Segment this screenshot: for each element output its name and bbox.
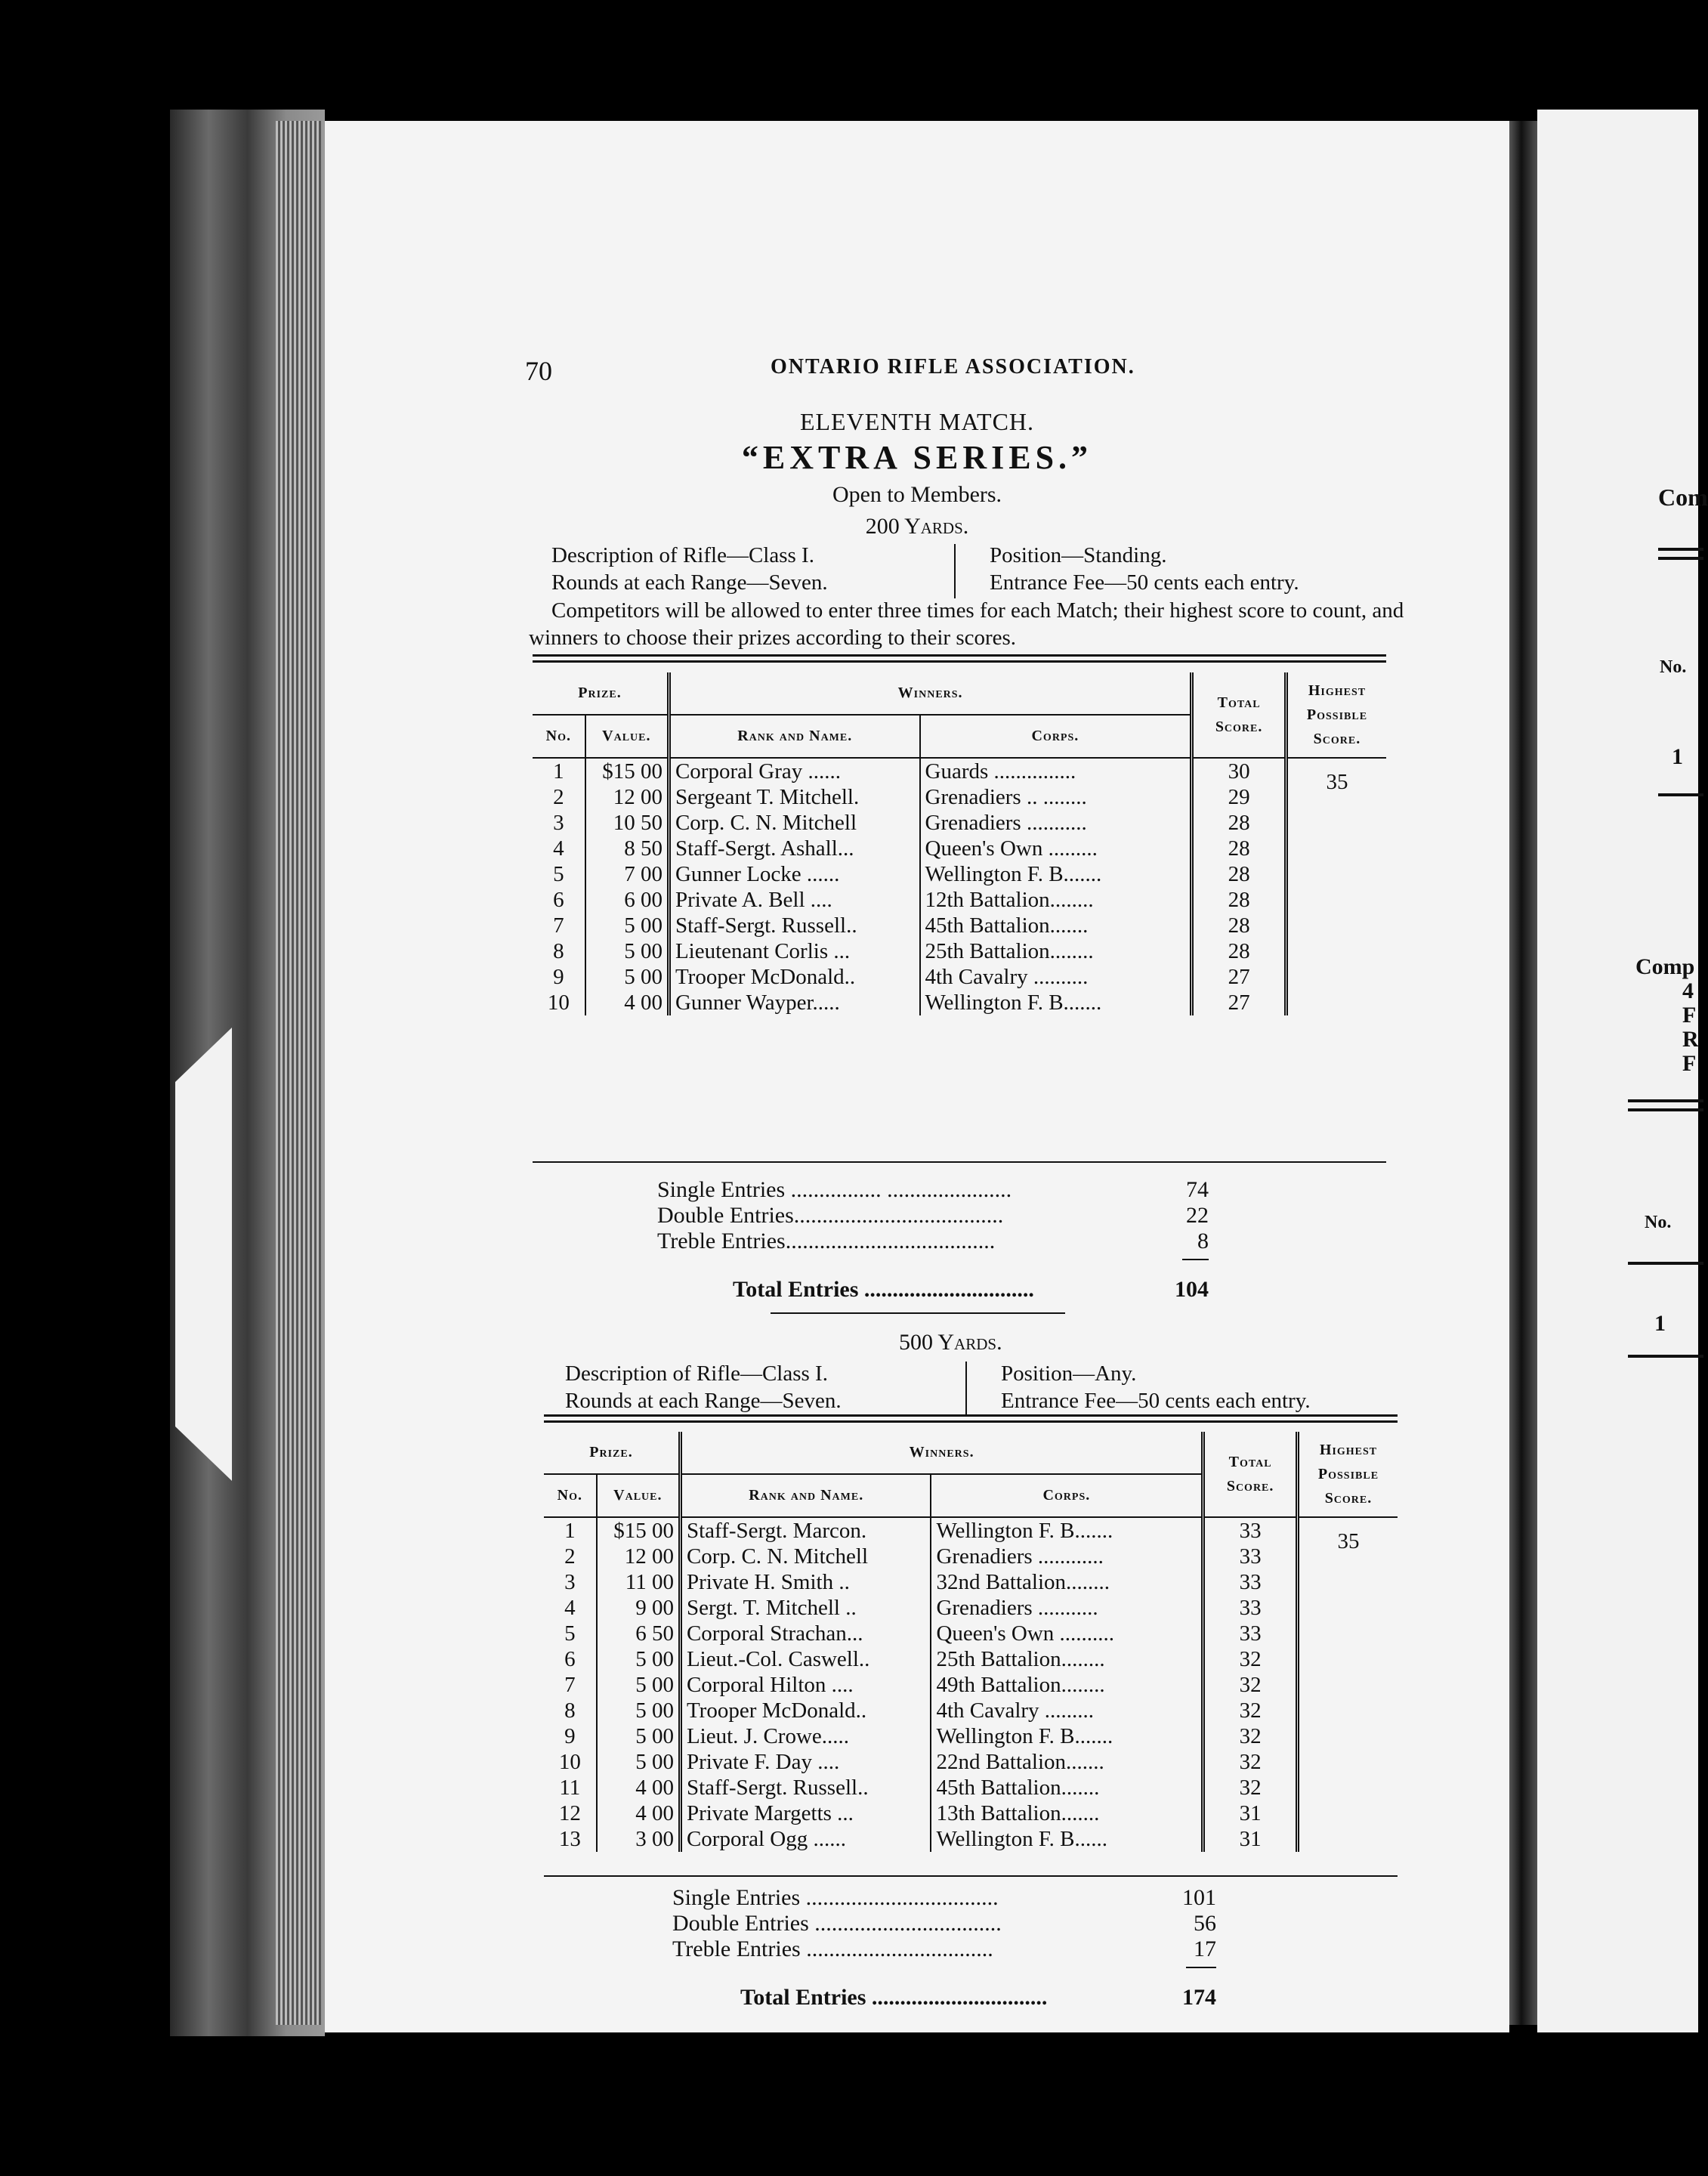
prize-number: 8 — [564, 1698, 576, 1723]
prize-value: 12 00 — [585, 784, 669, 810]
table-row — [544, 1672, 1398, 1698]
prize-number: 5 — [564, 1621, 576, 1646]
prize-number: 4 — [553, 836, 564, 861]
table-top-rule — [544, 1414, 1398, 1417]
highest-possible-score: 35 — [1297, 1517, 1398, 1852]
winner-name: Private H. Smith .. — [680, 1569, 931, 1595]
table-bottom-rule — [533, 1161, 1386, 1163]
prize-number: 9 — [564, 1724, 576, 1748]
prize-number: 6 — [553, 888, 564, 912]
winner-name: Corporal Gray ...... — [669, 758, 919, 784]
winner-name: Private Margetts ... — [680, 1800, 931, 1826]
single-entries-label: Single Entries ................ ...................... — [657, 1177, 1012, 1202]
winner-corps: Queen's Own .......... — [931, 1621, 1203, 1646]
prize-number: 7 — [564, 1673, 576, 1697]
prize-value: 10 50 — [585, 810, 669, 836]
treble-entries-count: 8 — [1197, 1229, 1209, 1253]
winner-name: Lieut. J. Crowe..... — [680, 1723, 931, 1749]
winner-name: Private A. Bell .... — [669, 887, 919, 913]
table-row — [533, 990, 1386, 1015]
book-page — [325, 121, 1509, 2032]
winner-corps: Wellington F. B....... — [920, 990, 1192, 1015]
prize-number: 13 — [558, 1827, 581, 1851]
winner-name: Sergt. T. Mitchell .. — [680, 1595, 931, 1621]
prize-value: 8 50 — [585, 836, 669, 861]
winner-corps: 4th Cavalry .......... — [920, 964, 1192, 990]
prize-value: 6 00 — [585, 887, 669, 913]
table-row — [533, 887, 1386, 913]
facing-rule — [1658, 548, 1703, 551]
winner-corps: 25th Battalion........ — [931, 1646, 1203, 1672]
total-score: 32 — [1203, 1775, 1298, 1800]
facing-text: F — [1682, 1051, 1697, 1076]
prize-value: $15 00 — [585, 758, 669, 784]
winner-corps: Guards ............... — [920, 758, 1192, 784]
prize-value: 9 00 — [597, 1595, 681, 1621]
prize-number: 5 — [553, 862, 564, 886]
double-entries-count: 56 — [1194, 1911, 1216, 1936]
winner-corps: 45th Battalion....... — [931, 1775, 1203, 1800]
winner-corps: Wellington F. B....... — [920, 861, 1192, 887]
facing-text: 1 — [1654, 1311, 1666, 1336]
rifle-description — [565, 1360, 842, 1414]
facing-text: Comp — [1635, 954, 1695, 979]
table-row — [544, 1646, 1398, 1672]
table-row — [533, 784, 1386, 810]
winner-name: Staff-Sergt. Russell.. — [680, 1775, 931, 1800]
table-row — [544, 1723, 1398, 1749]
winners-header: Winners. — [669, 672, 1191, 715]
winner-corps: Wellington F. B....... — [931, 1517, 1203, 1544]
table-row — [544, 1595, 1398, 1621]
facing-text: No. — [1645, 1213, 1672, 1232]
winner-name: Trooper McDonald.. — [680, 1698, 931, 1723]
entrance-fee: Entrance Fee—50 cents each entry. — [1001, 1389, 1311, 1413]
treble-entries-count: 17 — [1194, 1936, 1216, 1961]
facing-rule — [1658, 793, 1703, 796]
prize-number: 4 — [564, 1596, 576, 1620]
double-entries-row — [657, 1203, 1262, 1229]
total-score: 33 — [1203, 1517, 1298, 1544]
facing-rule — [1628, 1108, 1703, 1111]
prize-value: 6 50 — [597, 1621, 681, 1646]
prize-number: 2 — [553, 785, 564, 809]
prize-value: $15 00 — [597, 1517, 681, 1544]
facing-text: Com — [1658, 484, 1708, 511]
table-row — [533, 758, 1386, 784]
winner-name: Corp. C. N. Mitchell — [680, 1544, 931, 1569]
prize-value: 11 00 — [597, 1569, 681, 1595]
prize-value: 5 00 — [597, 1749, 681, 1775]
total-entries-row — [672, 1985, 1277, 2011]
winner-corps: 49th Battalion........ — [931, 1672, 1203, 1698]
winner-corps: 12th Battalion........ — [920, 887, 1192, 913]
winner-name: Lieut.-Col. Caswell.. — [680, 1646, 931, 1672]
winner-corps: Queen's Own ......... — [920, 836, 1192, 861]
treble-entries-label: Treble Entries ................................. — [672, 1936, 993, 1961]
rounds-per-range: Rounds at each Range—Seven. — [565, 1389, 842, 1413]
sum-rule — [1186, 1967, 1216, 1968]
total-score: 28 — [1192, 836, 1286, 861]
prize-number: 2 — [564, 1544, 576, 1569]
rifle-conditions — [1001, 1360, 1311, 1414]
rank-name-header: Rank and Name. — [669, 715, 919, 758]
total-score: 30 — [1192, 758, 1286, 784]
total-score: 32 — [1203, 1723, 1298, 1749]
prize-number: 7 — [553, 913, 564, 938]
single-entries-row — [657, 1177, 1262, 1203]
rounds-per-range: Rounds at each Range—Seven. — [551, 570, 828, 595]
single-entries-count: 74 — [1186, 1177, 1209, 1202]
prize-number: 1 — [564, 1519, 576, 1543]
paper-tab — [175, 1028, 232, 1481]
double-entries-label: Double Entries ................................. — [672, 1911, 1002, 1936]
prize-value: 4 00 — [597, 1800, 681, 1826]
facing-text: No. — [1660, 657, 1687, 677]
prize-header: Prize. — [544, 1432, 680, 1474]
prize-value: 4 00 — [597, 1775, 681, 1800]
prize-number: 6 — [564, 1647, 576, 1671]
treble-entries-row — [672, 1936, 1277, 1962]
prize-number: 10 — [558, 1750, 581, 1774]
entrance-fee: Entrance Fee—50 cents each entry. — [990, 570, 1299, 595]
total-score: 31 — [1203, 1826, 1298, 1852]
entries-summary-500 — [672, 1885, 1277, 2011]
winner-name: Staff-Sergt. Ashall... — [669, 836, 919, 861]
total-score: 29 — [1192, 784, 1286, 810]
no-header: No. — [533, 715, 585, 758]
divider — [965, 1362, 967, 1416]
prize-value: 5 00 — [597, 1723, 681, 1749]
facing-rule — [1628, 1099, 1703, 1102]
rifle-conditions — [990, 542, 1299, 596]
total-score: 32 — [1203, 1646, 1298, 1672]
winner-name: Corporal Ogg ...... — [680, 1826, 931, 1852]
facing-text: 4 — [1682, 978, 1694, 1003]
total-score: 28 — [1192, 861, 1286, 887]
total-entries-count: 174 — [1182, 1985, 1216, 2010]
winner-corps: 13th Battalion....... — [931, 1800, 1203, 1826]
winner-corps: 32nd Battalion........ — [931, 1569, 1203, 1595]
winner-corps: 4th Cavalry ......... — [931, 1698, 1203, 1723]
treble-entries-row — [657, 1229, 1262, 1254]
winners-header: Winners. — [680, 1432, 1203, 1474]
table-row — [544, 1775, 1398, 1800]
table-bottom-rule — [544, 1875, 1398, 1877]
prize-number: 11 — [559, 1776, 581, 1800]
total-entries-label: Total Entries ............................... — [740, 1985, 1048, 2010]
prize-value: 5 00 — [597, 1646, 681, 1672]
series-title: “EXTRA SERIES.” — [741, 439, 1093, 476]
no-header: No. — [544, 1474, 597, 1517]
winner-name: Staff-Sergt. Russell.. — [669, 913, 919, 938]
facing-rule — [1628, 1355, 1703, 1358]
total-score: 31 — [1203, 1800, 1298, 1826]
table-row — [533, 810, 1386, 836]
winner-corps: Grenadiers .. ........ — [920, 784, 1192, 810]
range-yards: 500 Yards. — [899, 1330, 1002, 1355]
winner-corps: Wellington F. B...... — [931, 1826, 1203, 1852]
single-entries-row — [672, 1885, 1277, 1911]
total-score: 28 — [1192, 887, 1286, 913]
value-header: Value. — [597, 1474, 681, 1517]
prize-value: 5 00 — [585, 938, 669, 964]
table-top-rule — [533, 654, 1386, 657]
results-table-200 — [533, 672, 1386, 1015]
highest-possible-score: 35 — [1286, 758, 1386, 1015]
table-row — [544, 1517, 1398, 1544]
highest-score-header: Highest Possible Score. — [1286, 672, 1386, 758]
table-row — [533, 861, 1386, 887]
total-entries-label: Total Entries .............................. — [733, 1277, 1034, 1302]
winner-name: Gunner Locke ...... — [669, 861, 919, 887]
winner-corps: Grenadiers ........... — [931, 1595, 1203, 1621]
total-score: 32 — [1203, 1698, 1298, 1723]
double-entries-label: Double Entries..................................... — [657, 1203, 1004, 1228]
competition-note: Competitors will be allowed to enter three times for each Match; their highest score to count, and winners to choose their prizes according to their scores. — [529, 598, 1404, 650]
table-row — [533, 938, 1386, 964]
winner-name: Corporal Hilton .... — [680, 1672, 931, 1698]
table-row — [544, 1826, 1398, 1852]
total-score: 32 — [1203, 1749, 1298, 1775]
winner-corps: 25th Battalion........ — [920, 938, 1192, 964]
winner-corps: Wellington F. B....... — [931, 1723, 1203, 1749]
table-row — [544, 1749, 1398, 1775]
prize-value: 3 00 — [597, 1826, 681, 1852]
table-row — [533, 964, 1386, 990]
prize-value: 5 00 — [585, 964, 669, 990]
highest-score-header: Highest Possible Score. — [1297, 1432, 1398, 1517]
single-entries-label: Single Entries .................................. — [672, 1885, 999, 1910]
table-top-rule — [533, 660, 1386, 663]
prize-value: 12 00 — [597, 1544, 681, 1569]
total-score: 33 — [1203, 1544, 1298, 1569]
prize-number: 9 — [553, 965, 564, 989]
prize-header: Prize. — [533, 672, 669, 715]
total-score: 27 — [1192, 964, 1286, 990]
winner-name: Staff-Sergt. Marcon. — [680, 1517, 931, 1544]
table-row — [533, 836, 1386, 861]
double-entries-count: 22 — [1186, 1203, 1209, 1228]
winner-name: Corp. C. N. Mitchell — [669, 810, 919, 836]
prize-number: 8 — [553, 939, 564, 963]
prize-value: 5 00 — [597, 1698, 681, 1723]
prize-value: 4 00 — [585, 990, 669, 1015]
total-score-header: Total Score. — [1192, 672, 1286, 758]
prize-value: 5 00 — [585, 913, 669, 938]
table-row — [544, 1569, 1398, 1595]
running-title: ONTARIO RIFLE ASSOCIATION. — [771, 355, 1135, 379]
position: Position—Any. — [1001, 1362, 1137, 1386]
winner-corps: Grenadiers ........... — [920, 810, 1192, 836]
rifle-description — [551, 542, 828, 596]
total-score: 32 — [1203, 1672, 1298, 1698]
open-to: Open to Members. — [832, 482, 1002, 507]
total-score: 28 — [1192, 810, 1286, 836]
total-score: 33 — [1203, 1621, 1298, 1646]
prize-number: 3 — [564, 1570, 576, 1594]
table-row — [544, 1800, 1398, 1826]
rank-name-header: Rank and Name. — [680, 1474, 931, 1517]
table-row — [533, 913, 1386, 938]
divider — [954, 544, 956, 598]
position: Position—Standing. — [990, 543, 1167, 567]
winner-name: Private F. Day .... — [680, 1749, 931, 1775]
single-entries-count: 101 — [1182, 1885, 1216, 1910]
results-table-500 — [544, 1432, 1398, 1852]
corps-header: Corps. — [920, 715, 1192, 758]
prize-value: 7 00 — [585, 861, 669, 887]
total-score: 28 — [1192, 938, 1286, 964]
rifle-class: Description of Rifle—Class I. — [565, 1362, 828, 1386]
prize-number: 3 — [553, 811, 564, 835]
table-row — [544, 1544, 1398, 1569]
prize-number: 1 — [553, 759, 564, 784]
total-score: 33 — [1203, 1595, 1298, 1621]
winner-name: Sergeant T. Mitchell. — [669, 784, 919, 810]
total-score: 27 — [1192, 990, 1286, 1015]
treble-entries-label: Treble Entries..................................... — [657, 1229, 996, 1253]
entries-summary-200 — [657, 1177, 1262, 1303]
winner-corps: 22nd Battalion....... — [931, 1749, 1203, 1775]
total-score-header: Total Score. — [1203, 1432, 1298, 1517]
page-number: 70 — [525, 356, 552, 386]
corps-header: Corps. — [931, 1474, 1203, 1517]
facing-rule — [1658, 557, 1703, 560]
facing-page — [1537, 110, 1708, 2032]
total-entries-count: 104 — [1175, 1277, 1209, 1302]
facing-rule — [1628, 1262, 1703, 1265]
table-row — [544, 1621, 1398, 1646]
facing-text: R — [1682, 1027, 1699, 1052]
total-score: 33 — [1203, 1569, 1298, 1595]
facing-text: F — [1682, 1003, 1697, 1028]
match-title: ELEVENTH MATCH. — [799, 408, 1035, 435]
rifle-class: Description of Rifle—Class I. — [551, 543, 814, 567]
page-edges — [276, 121, 321, 2025]
total-score: 28 — [1192, 913, 1286, 938]
winner-name: Trooper McDonald.. — [669, 964, 919, 990]
prize-number: 10 — [547, 991, 570, 1015]
winner-corps: 45th Battalion....... — [920, 913, 1192, 938]
total-entries-row — [657, 1277, 1262, 1303]
facing-text: 1 — [1672, 744, 1683, 769]
table-row — [544, 1698, 1398, 1723]
winner-name: Corporal Strachan... — [680, 1621, 931, 1646]
range-yards: 200 Yards. — [865, 514, 969, 539]
winner-name: Gunner Wayper..... — [669, 990, 919, 1015]
section-divider — [771, 1312, 1065, 1314]
sum-rule — [1182, 1259, 1209, 1260]
prize-number: 12 — [558, 1801, 581, 1825]
double-entries-row — [672, 1911, 1277, 1936]
prize-value: 5 00 — [597, 1672, 681, 1698]
value-header: Value. — [585, 715, 669, 758]
winner-corps: Grenadiers ............ — [931, 1544, 1203, 1569]
table-top-rule — [544, 1420, 1398, 1423]
winner-name: Lieutenant Corlis ... — [669, 938, 919, 964]
